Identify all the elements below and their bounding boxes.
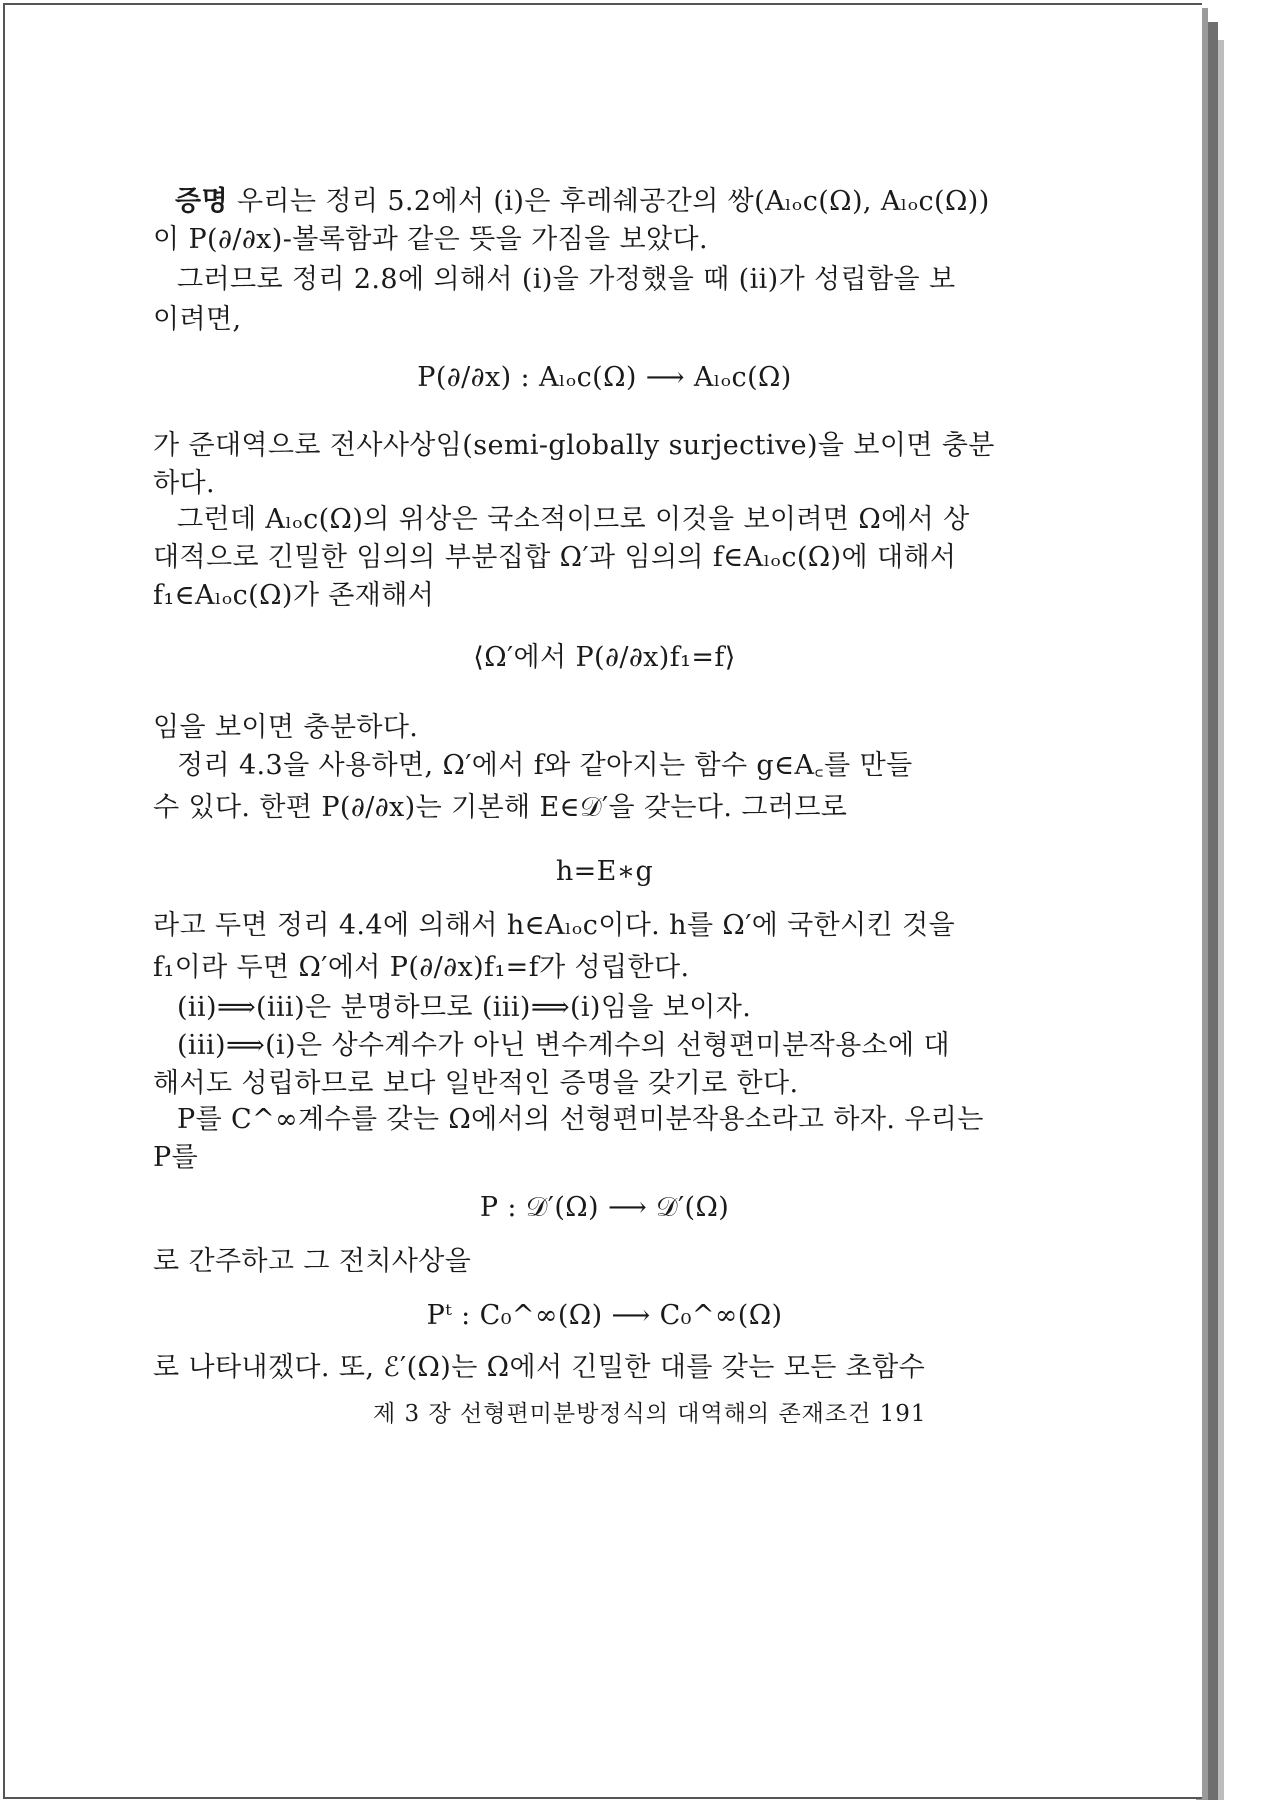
text-line-12: 수 있다. 한편 P(∂/∂x)는 기본해 E∈𝒟′을 갖는다. 그러므로 (153, 792, 848, 823)
book-page (3, 3, 1202, 1799)
page-edge-shadow (1208, 22, 1218, 1800)
text-line-1 (175, 185, 990, 219)
text-line-10: 임을 보이면 충분하다. (153, 712, 419, 743)
text-line-2: 이 P(∂/∂x)-볼록함과 같은 뜻을 가짐을 보았다. (153, 224, 708, 255)
text-line-15: (ii)⟹(iii)은 분명하므로 (iii)⟹(i)임을 보이자. (177, 992, 752, 1023)
line-text: 우리는 정리 5.2에서 (i)은 후레쉐공간의 쌍(Aₗₒc(Ω), Aₗₒc(Ω)) (227, 186, 990, 217)
text-line-21: 로 나타내겠다. 또, ℰ′(Ω)는 Ω에서 긴밀한 대를 갖는 모든 초함수 (153, 1352, 926, 1383)
text-line-7: 그런데 Aₗₒc(Ω)의 위상은 국소적이므로 이것을 보이려면 Ω에서 상 (177, 504, 970, 535)
text-line-8: 대적으로 긴밀한 임의의 부분집합 Ω′과 임의의 f∈Aₗₒc(Ω)에 대해서 (153, 542, 957, 573)
text-line-6: 하다. (153, 468, 215, 499)
display-equation-3: h=E∗g (555, 856, 654, 887)
text-line-4: 이려면, (153, 304, 242, 335)
text-line-11: 정리 4.3을 사용하면, Ω′에서 f와 같아지는 함수 g∈A꜀를 만들 (177, 750, 913, 781)
text-line-17: 해서도 성립하므로 보다 일반적인 증명을 갖기로 한다. (153, 1068, 799, 1099)
text-line-14: f₁이라 두면 Ω′에서 P(∂/∂x)f₁=f가 성립한다. (153, 952, 690, 983)
display-equation-2: ⟨Ω′에서 P(∂/∂x)f₁=f⟩ (473, 642, 736, 673)
text-line-19: P를 (153, 1142, 199, 1173)
display-equation-5: Pᵗ : C₀^∞(Ω) ⟶ C₀^∞(Ω) (426, 1300, 783, 1331)
display-equation-1: P(∂/∂x) : Aₗₒc(Ω) ⟶ Aₗₒc(Ω) (417, 362, 792, 393)
text-line-5: 가 준대역으로 전사사상임(semi-globally surjective)을 보이면 충분 (153, 430, 995, 461)
text-line-3: 그러므로 정리 2.8에 의해서 (i)을 가정했을 때 (ii)가 성립함을 보 (177, 264, 956, 295)
text-line-9: f₁∈Aₗₒc(Ω)가 존재해서 (153, 580, 435, 611)
text-line-13: 라고 두면 정리 4.4에 의해서 h∈Aₗₒc이다. h를 Ω′에 국한시킨 것을 (153, 910, 956, 941)
proof-label: 증명 (175, 186, 228, 217)
text-line-18: P를 C^∞계수를 갖는 Ω에서의 선형편미분작용소라고 하자. 우리는 (177, 1104, 984, 1135)
display-equation-4: P : 𝒟′(Ω) ⟶ 𝒟′(Ω) (479, 1192, 730, 1223)
text-line-16: (iii)⟹(i)은 상수계수가 아닌 변수계수의 선형편미분작용소에 대 (177, 1030, 950, 1061)
text-line-20: 로 간주하고 그 전치사상을 (153, 1246, 472, 1277)
page-edge-highlight (1218, 40, 1224, 1800)
page-footer: 제 3 장 선형편미분방정식의 대역해의 존재조건 191 (373, 1401, 927, 1427)
